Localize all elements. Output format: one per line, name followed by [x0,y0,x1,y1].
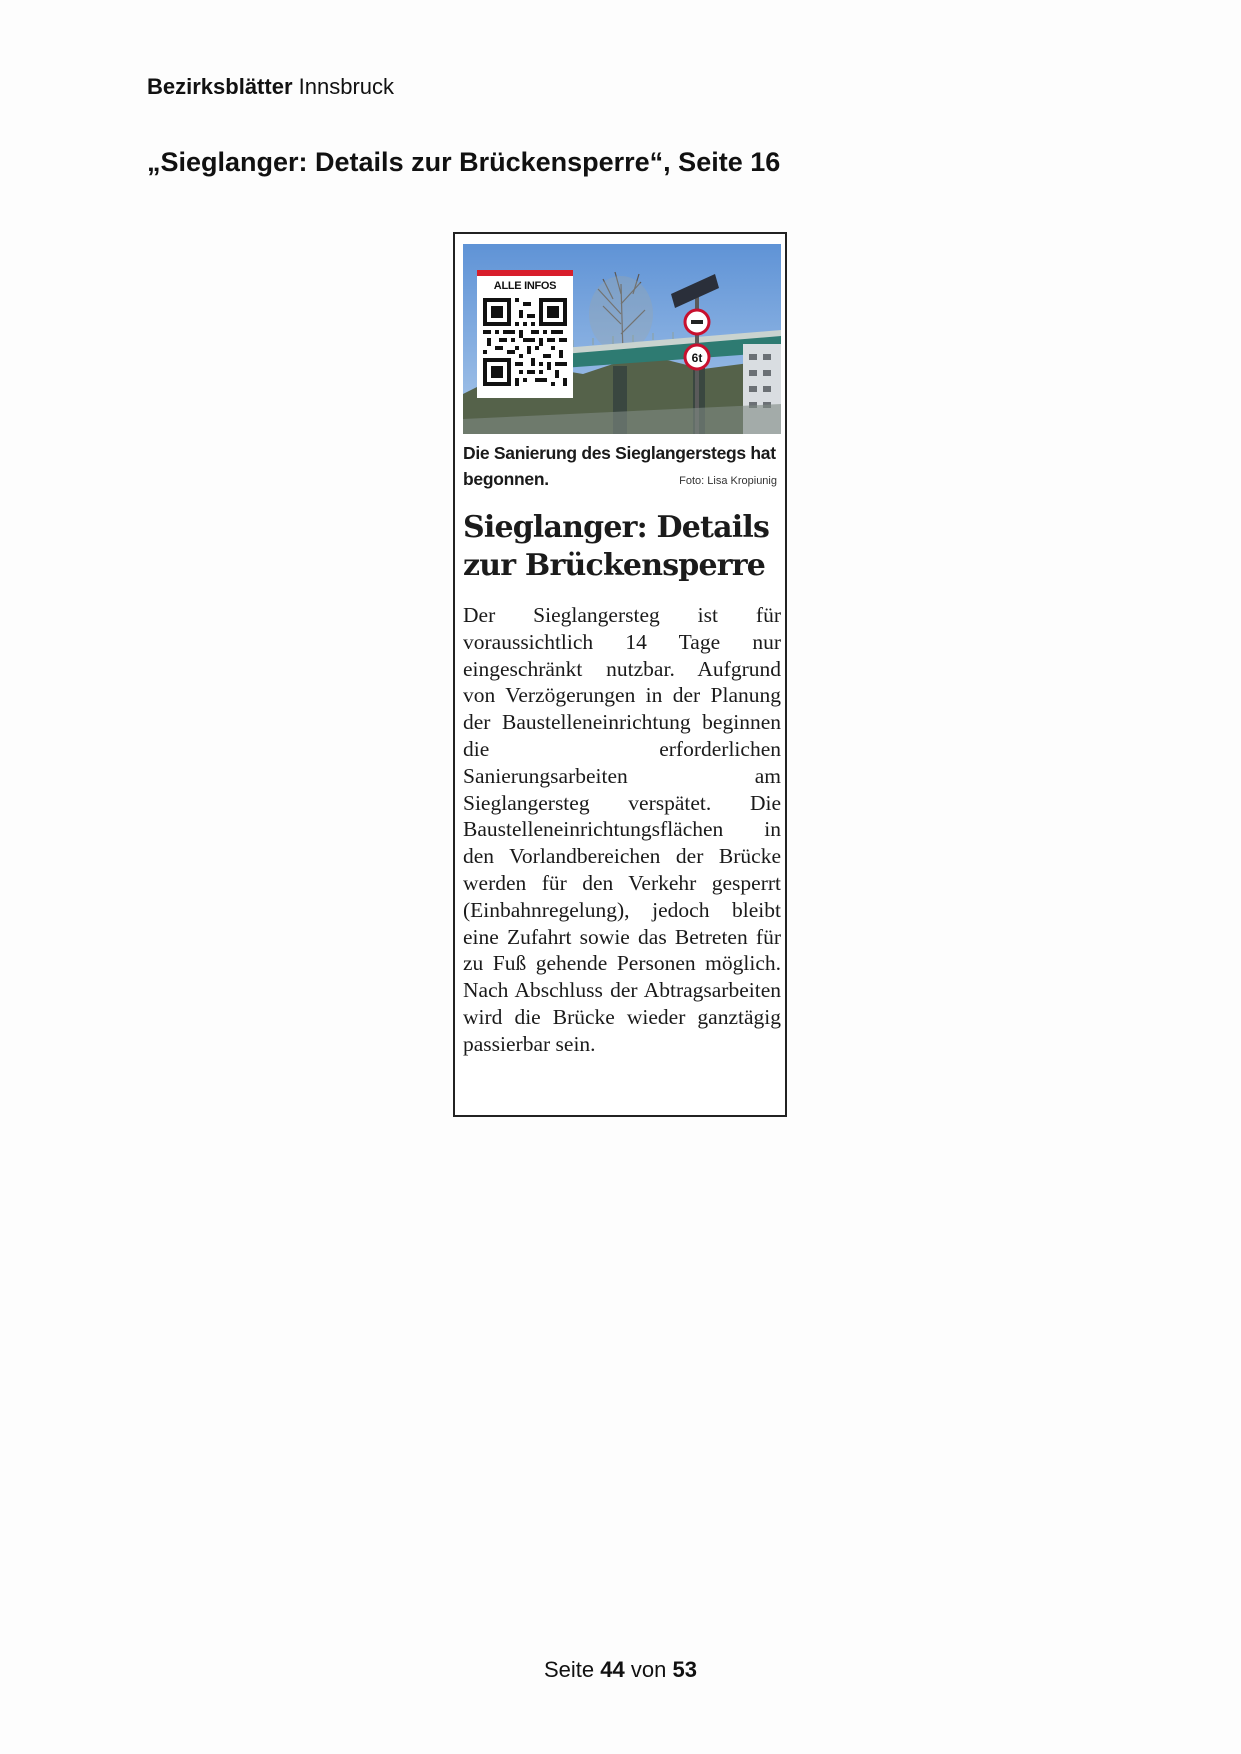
total-page-count: 53 [672,1657,697,1682]
current-page-number: 44 [600,1657,625,1682]
svg-text:6t: 6t [691,351,703,365]
article-photo [463,244,781,434]
source-line [147,74,394,100]
article-headline: Sieglanger: Details zur Brückensperre [463,510,770,583]
qr-label: ALLE INFOS [493,280,557,292]
document-title: „Sieglanger: Details zur Brückensperre“, Seite 16 [147,147,781,177]
publication-name: Bezirksblätter [147,74,293,99]
article-body: Der Sieglangersteg ist für voraussichtlich 14 Tage nur eingeschränkt nutzbar. Aufgrund von Verzögerungen in der Planung der Baustelleneinrichtung beginnen die erforderlichen Sanierungsarbeiten am Sieglangersteg verspätet. Die Baustelleneinrichtungsflächen in den Vorlandbereichen der Brücke werden für den Verkehr gesperrt (Einbahnregelung), jedoch bleibt eine Zufahrt sowie das Betreten für zu Fuß gehende Personen möglich. Nach Abschluss der Abtragsarbeiten wird die Brücke wieder ganztägig passierbar sein. [463,603,781,1056]
footer-prefix: Seite [544,1657,595,1682]
photo-caption: Die Sanierung des Sieglangerstegs hat begonnen. [463,443,776,489]
footer-separator: von [630,1657,667,1682]
region-name: Innsbruck [298,74,395,99]
qr-code-box[interactable] [477,270,573,398]
page-footer [0,1657,1241,1683]
photo-credit: Foto: Lisa Kropiunig [679,475,777,487]
qr-code-icon [483,298,567,386]
newspaper-clipping [453,232,787,1117]
